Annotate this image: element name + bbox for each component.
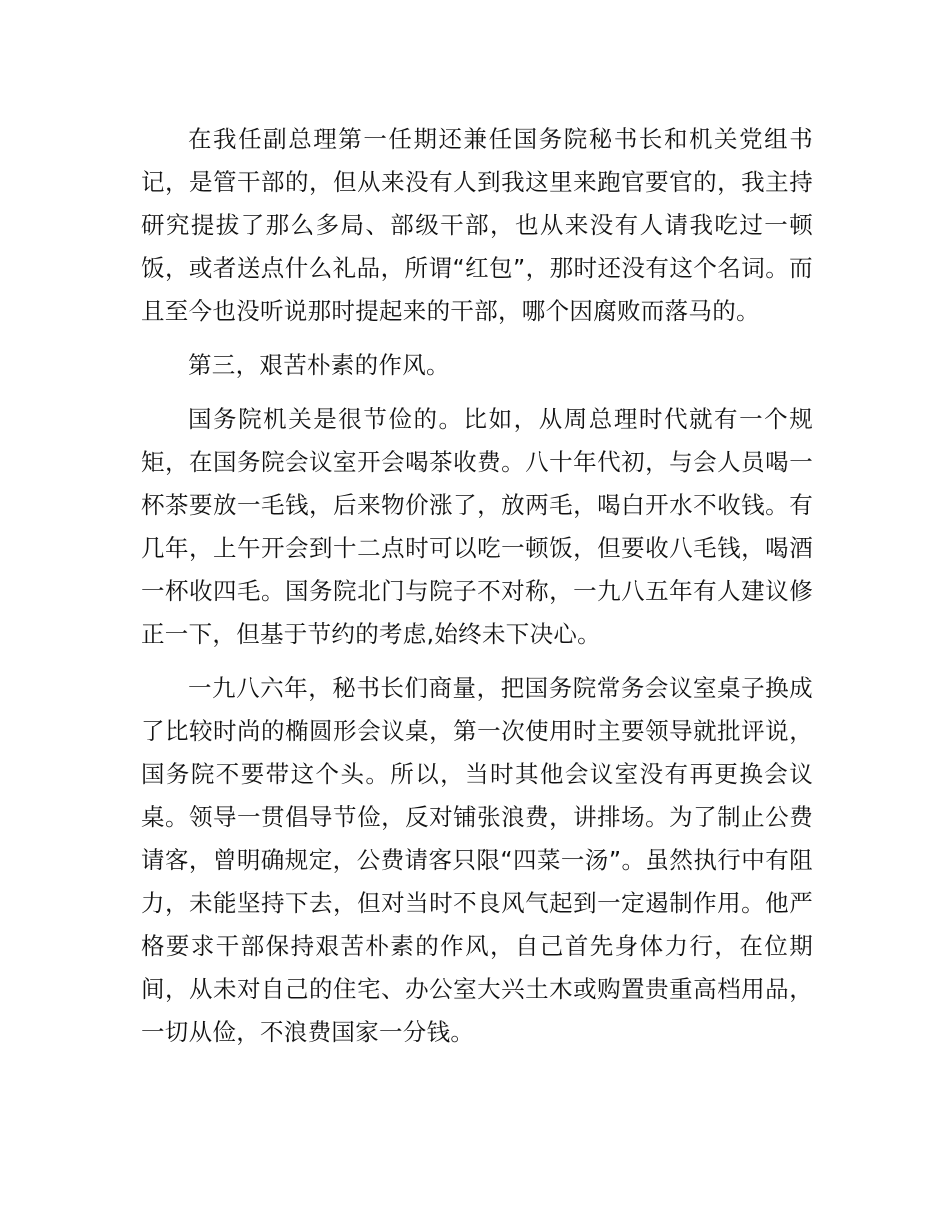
paragraph-cadre-management: 在我任副总理第一任期还兼任国务院秘书长和机关党组书记，是管干部的，但从来没有人到我这里来跑官要官的，我主持研究提拔了那么多局、部级干部，也从来没有人请我吃过一顿饭，或者送点什么礼品，所谓“红包”，那时还没有这个名词。而且至今也没听说那时提起来的干部，哪个因腐败而落马的。 xyxy=(141,125,813,325)
section-heading-frugal-style: 第三，艰苦朴素的作风。 xyxy=(188,351,450,379)
document-page xyxy=(141,118,813,1065)
paragraph-state-council-frugality: 国务院机关是很节俭的。比如，从周总理时代就有一个规矩，在国务院会议室开会喝茶收费。八十年代初，与会人员喝一杯茶要放一毛钱，后来物价涨了，放两毛，喝白开水不收钱。有几年，上午开会到十二点时可以吃一顿饭，但要收八毛钱，喝酒一杯收四毛。国务院北门与院子不对称，一九八五年有人建议修正一下，但基于节约的考虑,始终未下决心。 xyxy=(141,405,813,648)
paragraph-meeting-table: 一九八六年，秘书长们商量，把国务院常务会议室桌子换成了比较时尚的椭圆形会议桌，第一次使用时主要领导就批评说，国务院不要带这个头。所以，当时其他会议室没有再更换会议桌。领导一贯倡导节俭，反对铺张浪费，讲排场。为了制止公费请客，曾明确规定，公费请客只限“四菜一汤”。虽然执行中有阻力，未能坚持下去，但对当时不良风气起到一定遏制作用。他严格要求干部保持艰苦朴素的作风，自己首先身体力行，在位期间，从未对自己的住宅、办公室大兴土木或购置贵重高档用品，一切从俭，不浪费国家一分钱。 xyxy=(141,674,813,1046)
